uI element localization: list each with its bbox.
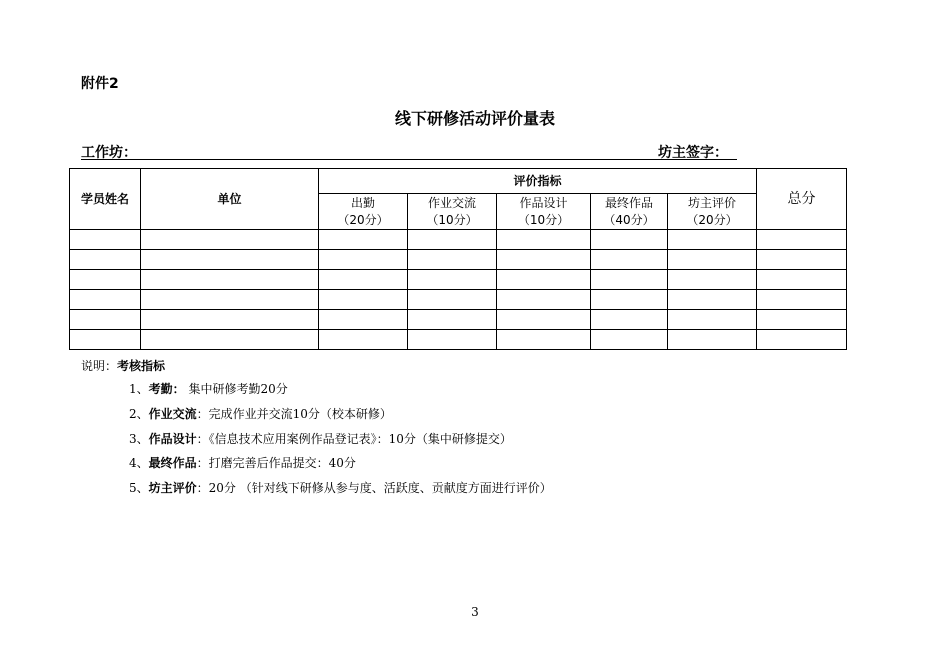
- table-cell[interactable]: [319, 250, 408, 270]
- table-cell[interactable]: [408, 270, 497, 290]
- table-row: [70, 310, 847, 330]
- table-cell[interactable]: [70, 330, 141, 350]
- table-cell[interactable]: [591, 330, 668, 350]
- table-cell[interactable]: [591, 290, 668, 310]
- table-cell[interactable]: [757, 270, 847, 290]
- table-cell[interactable]: [757, 250, 847, 270]
- header-unit: 单位: [141, 169, 319, 230]
- table-cell[interactable]: [757, 230, 847, 250]
- header-total: 总分: [757, 169, 847, 230]
- table-cell[interactable]: [70, 250, 141, 270]
- table-cell[interactable]: [591, 250, 668, 270]
- table-cell[interactable]: [408, 310, 497, 330]
- table-cell[interactable]: [70, 290, 141, 310]
- table-cell[interactable]: [591, 310, 668, 330]
- attachment-label: 附件2: [81, 76, 119, 92]
- table-cell[interactable]: [497, 330, 591, 350]
- table-row: [70, 330, 847, 350]
- table-cell[interactable]: [70, 230, 141, 250]
- table-cell[interactable]: [591, 230, 668, 250]
- table-cell[interactable]: [141, 250, 319, 270]
- note-item: 2、作业交流：完成作业并交流10分（校本研修）: [129, 407, 392, 421]
- sign-label: 坊主签字：: [658, 145, 728, 161]
- table-cell[interactable]: [70, 270, 141, 290]
- workshop-label: 工作坊：: [81, 145, 137, 161]
- header-indicators: 评价指标: [319, 169, 757, 194]
- table-cell[interactable]: [668, 250, 757, 270]
- note-item: 4、最终作品：打磨完善后作品提交：40分: [129, 456, 356, 470]
- table-cell[interactable]: [141, 230, 319, 250]
- table-cell[interactable]: [497, 290, 591, 310]
- table-cell[interactable]: [319, 290, 408, 310]
- table-cell[interactable]: [141, 290, 319, 310]
- header-student-name: 学员姓名: [70, 169, 141, 230]
- table-cell[interactable]: [591, 270, 668, 290]
- page-number: 3: [471, 605, 479, 619]
- table-cell[interactable]: [668, 270, 757, 290]
- header-homework: 作业交流 （10分）: [408, 194, 497, 230]
- table-cell[interactable]: [757, 290, 847, 310]
- table-cell[interactable]: [408, 330, 497, 350]
- page-title: 线下研修活动评价量表: [394, 109, 555, 128]
- header-attendance: 出勤 （20分）: [319, 194, 408, 230]
- table-row: [70, 230, 847, 250]
- table-cell[interactable]: [70, 310, 141, 330]
- table-row: [70, 250, 847, 270]
- table-cell[interactable]: [319, 310, 408, 330]
- table-cell[interactable]: [141, 310, 319, 330]
- table-cell[interactable]: [668, 290, 757, 310]
- table-cell[interactable]: [497, 250, 591, 270]
- table-cell[interactable]: [668, 230, 757, 250]
- table-cell[interactable]: [408, 250, 497, 270]
- note-item: 1、考勤： 集中研修考勤20分: [129, 382, 288, 396]
- table-cell[interactable]: [497, 270, 591, 290]
- note-item: 5、坊主评价：20分 （针对线下研修从参与度、活跃度、贡献度方面进行评价）: [129, 481, 552, 495]
- table-cell[interactable]: [141, 270, 319, 290]
- table-cell[interactable]: [319, 230, 408, 250]
- table-row: [70, 290, 847, 310]
- header-final-work: 最终作品 （40分）: [591, 194, 668, 230]
- table-cell[interactable]: [497, 310, 591, 330]
- header-leader-eval: 坊主评价 （20分）: [668, 194, 757, 230]
- table-cell[interactable]: [408, 290, 497, 310]
- table-row: [70, 270, 847, 290]
- note-item: 3、作品设计：《信息技术应用案例作品登记表》：10分（集中研修提交）: [129, 432, 512, 446]
- table-cell[interactable]: [319, 270, 408, 290]
- table-cell[interactable]: [757, 310, 847, 330]
- table-cell[interactable]: [668, 310, 757, 330]
- workshop-underline: [81, 142, 737, 160]
- table-cell[interactable]: [668, 330, 757, 350]
- note-line: 说明：考核指标: [81, 359, 166, 373]
- table-cell[interactable]: [141, 330, 319, 350]
- header-design: 作品设计 （10分）: [497, 194, 591, 230]
- table-cell[interactable]: [319, 330, 408, 350]
- table-cell[interactable]: [757, 330, 847, 350]
- evaluation-table: [69, 168, 847, 350]
- table-cell[interactable]: [408, 230, 497, 250]
- table-cell[interactable]: [497, 230, 591, 250]
